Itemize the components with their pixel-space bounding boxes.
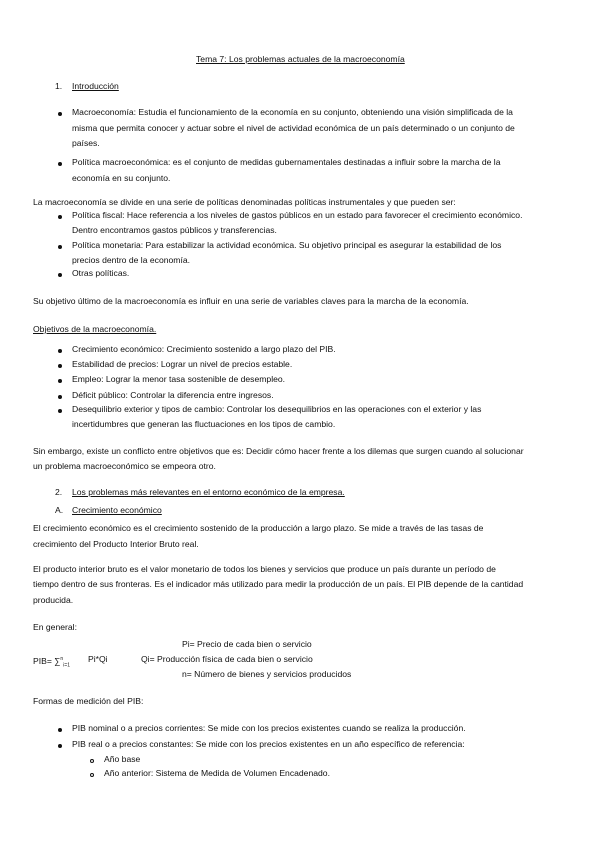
text-line: Crecimiento económico: Crecimiento sostenido a largo plazo del PIB. (72, 344, 336, 354)
document-title: Tema 7: Los problemas actuales de la macroeconomía (196, 54, 405, 64)
text-line: crecimiento del Producto Interior Bruto real. (33, 539, 199, 549)
section-number: 1. (55, 81, 63, 91)
bullet-icon (58, 409, 62, 413)
bullet-icon (58, 273, 62, 277)
text-line: PIB nominal o a precios corrientes: Se mide con los precios existentes cuando se realiza la producción. (72, 723, 466, 733)
section-number: 2. (55, 487, 63, 497)
section-heading: Introducción (72, 81, 119, 91)
formula (33, 654, 70, 672)
text-line: El crecimiento económico es el crecimiento sostenido de la producción a largo plazo. Se mide a través de las tasas de (33, 523, 484, 533)
text-line: Política monetaria: Para estabilizar la actividad económica. Su objetivo principal es asegurar la estabilidad de los (72, 240, 502, 250)
text-line: economía en su conjunto. (72, 173, 171, 183)
formula-lhs: PIB= ∑ (33, 655, 61, 666)
circle-bullet-icon (90, 759, 94, 763)
text-line: incertidumbres que generan las fluctuaciones en los tipos de cambio. (72, 419, 336, 429)
formula-sub: i=1 (63, 662, 70, 669)
text-line: Desequilibrio exterior y tipos de cambio: Controlar los desequilibrios en las operaciones con el exterior y las (72, 404, 482, 414)
text-line: precios dentro de la economía. (72, 255, 190, 265)
text-line: tiempo dentro de sus fronteras. Es el indicador más utilizado para medir la producción de un país. El PIB depende de la cantidad (33, 579, 524, 589)
text-line: Sin embargo, existe un conflicto entre objetivos que es: Decidir cómo hacer frente a los dilemas que surgen cuando al solucionar (33, 446, 524, 456)
text-line: Empleo: Lograr la menor tasa sostenible de desempleo. (72, 374, 286, 384)
paragraph: Su objetivo último de la macroeconomía es influir en una serie de variables claves para la marcha de la economía. (33, 296, 469, 306)
formula-sup: n (60, 656, 64, 662)
bullet-icon (58, 728, 62, 732)
text-line: Macroeconomía: Estudia el funcionamiento de la economía en su conjunto, obteniendo una visión simplificada de la (72, 107, 513, 117)
text-line: un problema macroeconómico se empeora otro. (33, 461, 216, 471)
bullet-icon (58, 379, 62, 383)
subheading: Objetivos de la macroeconomía. (33, 324, 157, 334)
bullet-icon (58, 112, 62, 116)
text-line: Dentro encontramos gastos públicos y transferencias. (72, 225, 277, 235)
bullet-icon (58, 245, 62, 249)
bullet-icon (58, 364, 62, 368)
section-heading: Los problemas más relevantes en el entorno económico de la empresa. (72, 487, 345, 497)
bullet-icon (58, 215, 62, 219)
bullet-icon (58, 162, 62, 166)
formula-definition: Qi= Producción física de cada bien o servicio (141, 654, 313, 664)
bullet-icon (58, 395, 62, 399)
paragraph: La macroeconomía se divide en una serie de políticas denominadas políticas instrumentales y que pueden ser: (33, 197, 456, 207)
formula-definition: n= Número de bienes y servicios producidos (182, 669, 352, 679)
text-line: producida. (33, 595, 74, 605)
text-line: Año anterior: Sistema de Medida de Volumen Encadenado. (104, 768, 330, 778)
paragraph: En general: (33, 622, 77, 632)
section-heading: Crecimiento económico (72, 505, 162, 515)
formula-term: Pi*Qi (88, 654, 108, 664)
paragraph: Formas de medición del PIB: (33, 696, 144, 706)
text-line: Política fiscal: Hace referencia a los niveles de gastos públicos en un estado para favorecer el crecimiento económico. (72, 210, 523, 220)
text-line: Año base (104, 754, 141, 764)
text-line: PIB real o a precios constantes: Se mide con los precios existentes en un año específico de referencia: (72, 739, 465, 749)
text-line: Déficit público: Controlar la diferencia entre ingresos. (72, 390, 274, 400)
section-number: A. (55, 505, 64, 515)
circle-bullet-icon (90, 773, 94, 777)
text-line: Política macroeconómica: es el conjunto de medidas gubernamentales destinadas a influir sobre la marcha de la (72, 157, 501, 167)
text-line: Otras políticas. (72, 268, 130, 278)
text-line: países. (72, 138, 100, 148)
bullet-icon (58, 349, 62, 353)
text-line: Estabilidad de precios: Lograr un nivel de precios estable. (72, 359, 293, 369)
formula-definition: Pi= Precio de cada bien o servicio (182, 639, 312, 649)
text-line: El producto interior bruto es el valor monetario de todos los bienes y servicios que produce un país durante un período de (33, 564, 496, 574)
text-line: misma que permita conocer y actuar sobre el nivel de actividad económica de un país determinado o un conjunto de (72, 123, 515, 133)
bullet-icon (58, 744, 62, 748)
